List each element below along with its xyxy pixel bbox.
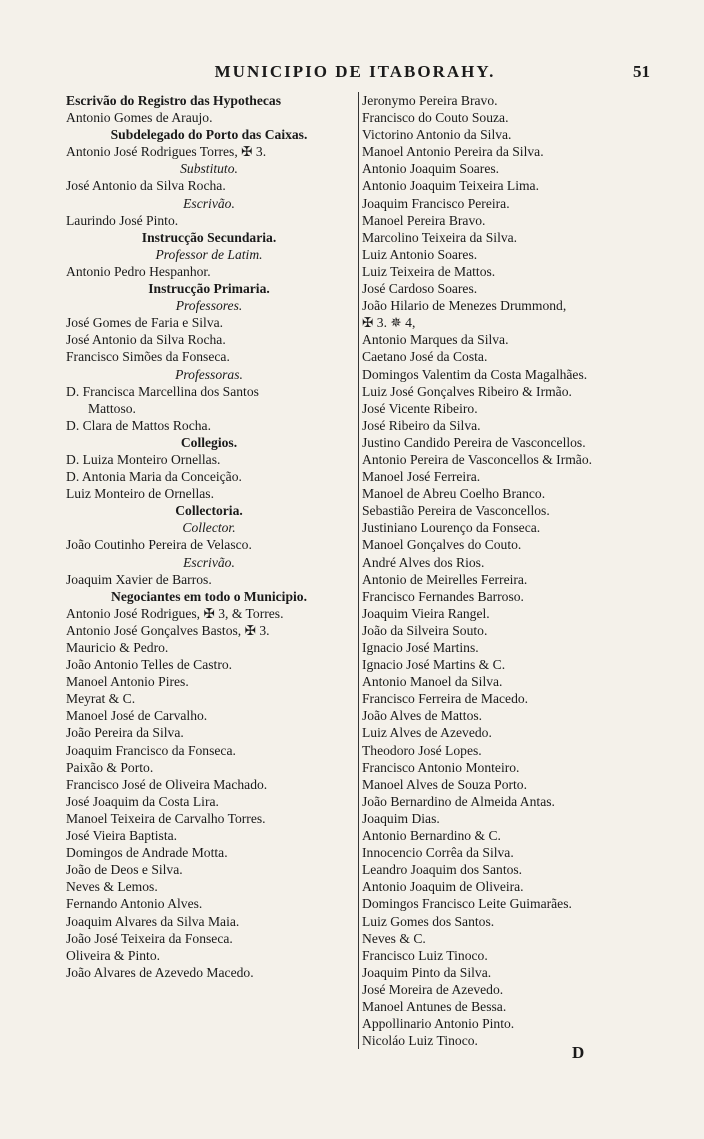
section-heading: Instrucção Primaria.	[148, 281, 270, 297]
list-item: João Coutinho Pereira de Velasco.	[66, 537, 252, 553]
section-subheading: Collector.	[182, 520, 236, 536]
signature-mark: D	[572, 1043, 585, 1062]
list-item: D. Antonia Maria da Conceição.	[66, 469, 242, 485]
list-item: Nicoláo Luiz Tinoco.	[362, 1033, 478, 1049]
list-item: João da Silveira Souto.	[362, 622, 488, 638]
list-item: Joaquim Dias.	[362, 810, 440, 826]
page-number: 51	[633, 62, 650, 81]
list-item: Ignacio José Martins.	[362, 640, 479, 655]
list-item: Manoel Antonio Pires.	[66, 674, 189, 690]
list-item: Marcolino Teixeira da Silva.	[362, 229, 518, 245]
list-item: D. Clara de Mattos Rocha.	[66, 417, 211, 433]
list-item: Manoel Antonio Pereira da Silva.	[362, 144, 544, 160]
list-item: Manoel Alves de Souza Porto.	[362, 776, 527, 792]
list-item: Joaquim Xavier de Barros.	[66, 571, 212, 587]
list-item: Neves & C.	[362, 930, 426, 946]
list-item: Manoel Gonçalves do Couto.	[362, 537, 522, 553]
list-item: Antonio José Rodrigues Torres, ✠ 3.	[66, 144, 267, 160]
list-item: Antonio Gomes de Araujo.	[66, 110, 213, 126]
list-item: Francisco José de Oliveira Machado.	[66, 776, 268, 792]
list-item: Appollinario Antonio Pinto.	[362, 1016, 515, 1032]
list-item: Luiz Alves de Azevedo.	[362, 725, 492, 741]
list-item: José Gomes de Faria e Silva.	[66, 315, 224, 331]
list-item: Francisco Luiz Tinoco.	[362, 947, 488, 963]
section-heading: Subdelegado do Porto das Caixas.	[110, 127, 308, 143]
section-subheading: Escrivão.	[183, 554, 235, 570]
list-item: Luiz Gomes dos Santos.	[362, 913, 495, 929]
list-item: Victorino Antonio da Silva.	[362, 127, 512, 143]
list-item: Jeronymo Pereira Bravo.	[362, 93, 498, 108]
section-heading: Negociantes em todo o Municipio.	[111, 588, 307, 604]
list-item: José Antonio da Silva Rocha.	[66, 332, 226, 348]
list-item: Innocencio Corrêa da Silva.	[362, 845, 514, 861]
list-item: Antonio Joaquim de Oliveira.	[362, 879, 524, 895]
list-item: João José Teixeira da Fonseca.	[66, 930, 233, 946]
list-item: Laurindo José Pinto.	[66, 212, 179, 228]
list-item: Domingos Valentim da Costa Magalhães.	[362, 366, 588, 382]
list-item: Manoel Teixeira de Carvalho Torres.	[66, 810, 266, 826]
list-item: Oliveira & Pinto.	[66, 947, 161, 963]
list-item: Francisco Fernandes Barroso.	[362, 588, 524, 604]
right-column	[358, 92, 642, 1049]
list-item: José Cardoso Soares.	[362, 281, 478, 297]
list-item: Mattoso.	[88, 400, 136, 416]
list-item: Manoel José Ferreira.	[362, 469, 481, 485]
section-heading: Instrucção Secundaria.	[141, 229, 277, 245]
list-item: Antonio de Meirelles Ferreira.	[362, 571, 528, 587]
list-item: José Vieira Baptista.	[66, 828, 178, 844]
list-item: André Alves dos Rios.	[362, 554, 485, 570]
list-item: Antonio Pereira de Vasconcellos & Irmão.	[362, 451, 593, 467]
section-subheading: Professores.	[175, 298, 243, 314]
list-item: José Vicente Ribeiro.	[362, 400, 478, 416]
list-item: João Hilario de Menezes Drummond,	[362, 298, 567, 314]
list-item: Ignacio José Martins & C.	[362, 657, 506, 673]
list-item: Caetano José da Costa.	[362, 349, 488, 365]
list-item: Antonio Joaquim Soares.	[362, 161, 500, 177]
list-item: Justino Candido Pereira de Vasconcellos.	[362, 434, 586, 450]
page-title: MUNICIPIO DE ITABORAHY.	[214, 62, 496, 81]
section-subheading: Substituto.	[180, 161, 238, 177]
left-column	[66, 92, 352, 981]
list-item: Antonio Pedro Hespanhor.	[66, 263, 211, 279]
list-item: João Pereira da Silva.	[66, 725, 184, 741]
list-item: Francisco Antonio Monteiro.	[362, 759, 520, 775]
list-item: José Joaquim da Costa Lira.	[66, 793, 219, 809]
list-item: Francisco Simões da Fonseca.	[66, 349, 230, 365]
list-item: Justiniano Lourenço da Fonseca.	[362, 520, 541, 536]
list-item: João de Deos e Silva.	[66, 862, 183, 878]
page-header	[60, 62, 650, 84]
list-item: Paixão & Porto.	[66, 759, 154, 775]
list-item: Francisco Ferreira de Macedo.	[362, 691, 529, 707]
list-item: Antonio José Rodrigues, ✠ 3, & Torres.	[66, 605, 284, 621]
list-item: Meyrat & C.	[66, 691, 136, 707]
section-subheading: Escrivão.	[183, 195, 235, 211]
list-item: Joaquim Francisco da Fonseca.	[66, 742, 236, 758]
list-item: Antonio Joaquim Teixeira Lima.	[362, 178, 539, 194]
list-item: D. Luiza Monteiro Ornellas.	[66, 451, 221, 467]
list-item: Manoel José de Carvalho.	[66, 708, 208, 724]
list-item: Manoel Pereira Bravo.	[362, 212, 486, 228]
list-item: Leandro Joaquim dos Santos.	[362, 862, 523, 878]
list-item: D. Francisca Marcellina dos Santos	[66, 383, 259, 399]
list-item: Mauricio & Pedro.	[66, 640, 169, 655]
list-item: Luiz Antonio Soares.	[362, 246, 478, 262]
list-item: Joaquim Pinto da Silva.	[362, 964, 492, 980]
list-item: Luiz Monteiro de Ornellas.	[66, 486, 214, 502]
list-item: João Antonio Telles de Castro.	[66, 657, 233, 673]
section-subheading: Professoras.	[175, 366, 243, 382]
list-item: Domingos de Andrade Motta.	[66, 845, 228, 861]
section-subheading: Professor de Latim.	[155, 246, 263, 262]
list-item: José Ribeiro da Silva.	[362, 417, 481, 433]
list-item: Luiz Teixeira de Mattos.	[362, 263, 496, 279]
list-item: José Antonio da Silva Rocha.	[66, 178, 226, 194]
section-heading: Collegios.	[180, 434, 238, 450]
list-item: Theodoro José Lopes.	[362, 742, 482, 758]
list-item: José Moreira de Azevedo.	[362, 981, 504, 997]
list-item: Joaquim Francisco Pereira.	[362, 195, 510, 211]
list-item: Antonio Manoel da Silva.	[362, 674, 503, 690]
list-item: Manoel Antunes de Bessa.	[362, 998, 507, 1014]
list-item: Domingos Francisco Leite Guimarães.	[362, 896, 572, 912]
list-item: Antonio Bernardino & C.	[362, 828, 501, 844]
list-item: ✠ 3. ✵ 4,	[362, 315, 416, 331]
list-item: Manoel de Abreu Coelho Branco.	[362, 486, 546, 502]
list-item: Sebastião Pereira de Vasconcellos.	[362, 503, 550, 519]
list-item: Antonio José Gonçalves Bastos, ✠ 3.	[66, 622, 270, 638]
list-item: João Alvares de Azevedo Macedo.	[66, 964, 254, 980]
list-item: Antonio Marques da Silva.	[362, 332, 509, 348]
list-item: Neves & Lemos.	[66, 879, 158, 895]
section-heading: Collectoria.	[175, 503, 243, 519]
list-item: Joaquim Alvares da Silva Maia.	[66, 913, 240, 929]
list-item: João Bernardino de Almeida Antas.	[362, 793, 555, 809]
list-item: João Alves de Mattos.	[362, 708, 483, 724]
list-item: Francisco do Couto Souza.	[362, 110, 509, 126]
list-item: Fernando Antonio Alves.	[66, 896, 203, 912]
list-item: Joaquim Vieira Rangel.	[362, 605, 490, 621]
list-item: Luiz José Gonçalves Ribeiro & Irmão.	[362, 383, 572, 399]
section-heading: Escrivão do Registro das Hypothecas	[66, 93, 281, 108]
